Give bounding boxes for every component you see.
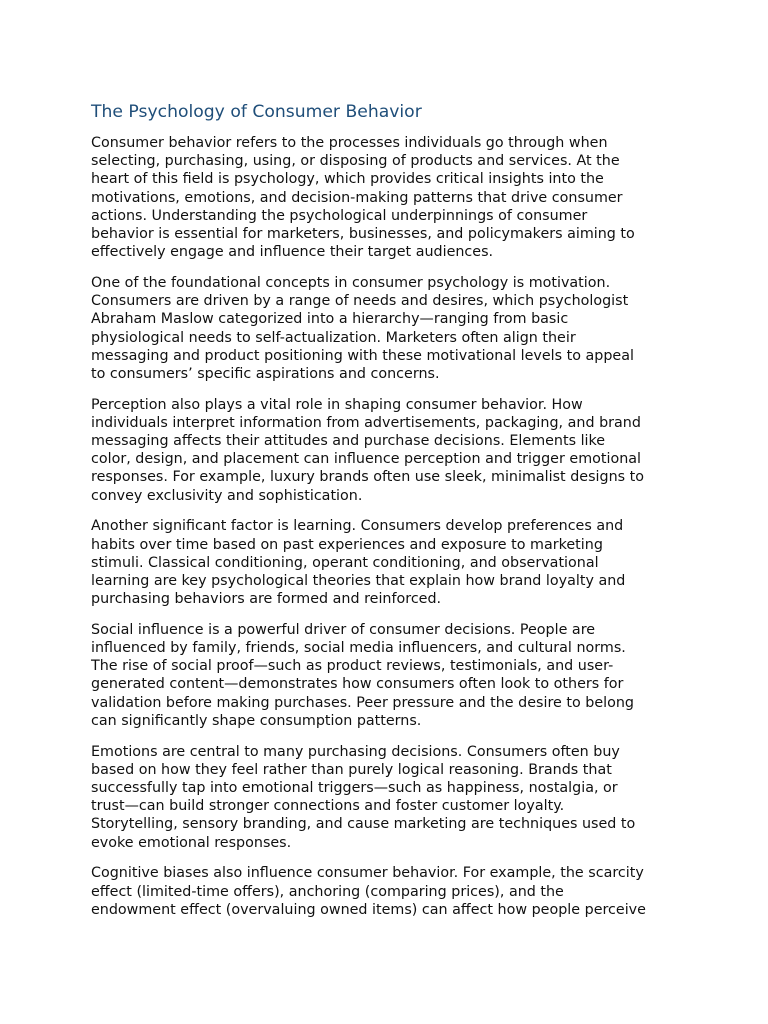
paragraph-line: Consumer behavior refers to the processes individuals go through when [91,135,608,151]
paragraph-line: heart of this field is psychology, which provides critical insights into the [91,171,604,188]
paragraph-line: evoke emotional responses. [91,834,292,851]
document-title: The Psychology of Consumer Behavior [91,102,422,122]
paragraph-line: Cognitive biases also influence consumer behavior. For example, the scarcity [91,865,644,882]
document-page [91,100,691,931]
paragraph-line: effectively engage and influence their target audiences. [91,244,494,261]
paragraph-line: generated content—demonstrates how consumers often look to others for [91,676,624,693]
paragraph-line: color, design, and placement can influence perception and trigger emotional [91,451,641,468]
paragraph-line: selecting, purchasing, using, or disposing of products and services. At the [91,153,620,170]
paragraph-line: individuals interpret information from advertisements, packaging, and brand [91,414,641,431]
body-paragraph [91,743,691,852]
body-paragraph [91,274,691,383]
paragraph-line: stimuli. Classical conditioning, operant conditioning, and observational [91,554,599,571]
paragraph-line: messaging affects their attitudes and purchase decisions. Elements like [91,433,606,450]
body-paragraph [91,864,691,919]
paragraph-line: Abraham Maslow categorized into a hierarchy—ranging from basic [91,311,569,328]
paragraph-line: The rise of social proof—such as product reviews, testimonials, and user- [91,658,614,675]
paragraph-line: Another significant factor is learning. Consumers develop preferences and [91,518,624,535]
paragraph-line: trust—can build stronger connections and foster customer loyalty. [91,798,565,815]
paragraph-line: to consumers’ specific aspirations and concerns. [91,365,440,382]
paragraph-line: Consumers are driven by a range of needs and desires, which psychologist [91,293,629,310]
paragraph-line: validation before making purchases. Peer pressure and the desire to belong [91,694,634,711]
paragraph-line: purchasing behaviors are formed and reinforced. [91,591,442,608]
paragraph-line: learning are key psychological theories that explain how brand loyalty and [91,572,626,589]
paragraph-line: responses. For example, luxury brands often use sleek, minimalist designs to [91,469,644,486]
paragraph-line: influenced by family, friends, social media influencers, and cultural norms. [91,640,626,657]
paragraph-line: Perception also plays a vital role in shaping consumer behavior. How [91,396,583,413]
paragraph-line: can significantly shape consumption patterns. [91,712,422,729]
paragraph-line: successfully tap into emotional triggers—such as happiness, nostalgia, or [91,780,618,796]
paragraph-line: actions. Understanding the psychological underpinnings of consumer [91,207,588,224]
paragraph-line: Emotions are central to many purchasing decisions. Consumers often buy [91,743,620,760]
paragraph-line: effect (limited-time offers), anchoring (comparing prices), and the [91,883,564,900]
paragraph-line: motivations, emotions, and decision-making patterns that drive consumer [91,189,623,206]
body-paragraph [91,517,691,608]
body-paragraph [91,134,691,261]
paragraph-line: endowment effect (overvaluing owned items) can affect how people perceive [91,901,646,918]
paragraph-line: habits over time based on past experiences and exposure to marketing [91,536,603,553]
body-paragraph [91,621,691,730]
paragraph-line: based on how they feel rather than purely logical reasoning. Brands that [91,761,612,778]
body-paragraph [91,396,691,505]
paragraph-line: behavior is essential for marketers, businesses, and policymakers aiming to [91,226,635,243]
paragraph-line: physiological needs to self-actualization. Marketers often align their [91,329,576,346]
paragraph-line: Storytelling, sensory branding, and cause marketing are techniques used to [91,816,636,833]
paragraph-line: Social influence is a powerful driver of consumer decisions. People are [91,621,596,638]
paragraph-line: convey exclusivity and sophistication. [91,487,363,504]
document-body [91,134,691,919]
paragraph-line: One of the foundational concepts in consumer psychology is motivation. [91,274,611,291]
paragraph-line: messaging and product positioning with these motivational levels to appeal [91,347,634,364]
